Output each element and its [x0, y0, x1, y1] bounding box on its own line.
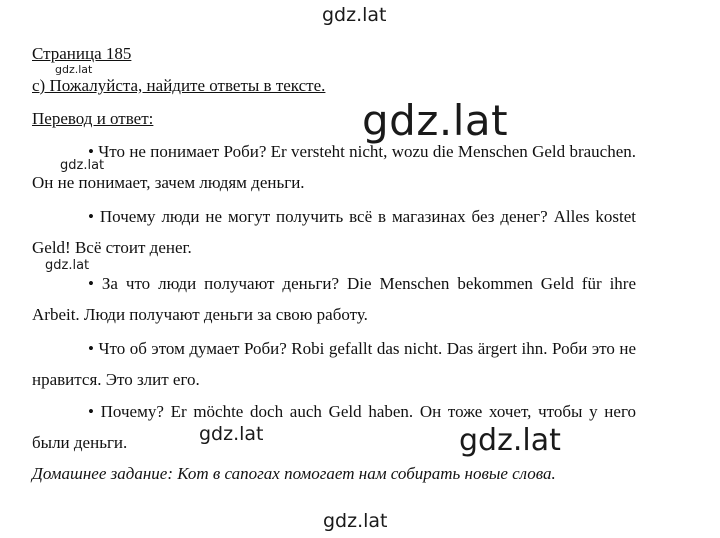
watermark-small-1: gdz.lat — [55, 63, 93, 76]
answer-item-3: • За что люди получают деньги? Die Menschen bekommen Geld für ihre Arbeit. Люди получают деньги за свою работу. — [32, 274, 636, 324]
answer-item-4: • Что об этом думает Роби? Robi gefallt das nicht. Das ärgert ihn. Роби это не нравится. Это злит его. — [32, 339, 636, 389]
watermark-large-1: gdz.lat — [362, 96, 509, 145]
page-label: Страница 185 — [32, 44, 132, 63]
answer-item-2: • Почему люди не могут получить всё в магазинах без денег? Alles kostet Geld! Всё стоит денег. — [32, 207, 636, 257]
answer-item-5: • Почему? Er möchte doch auch Geld haben. Он тоже хочет, чтобы у него были деньги. — [32, 402, 636, 452]
answer-item-1: • Что не понимает Роби? Er versteht nicht, wozu die Menschen Geld brauchen. Он не понимает, зачем людям деньги. — [32, 142, 636, 192]
translation-header: Перевод и ответ: — [32, 109, 154, 128]
homework-note: Домашнее задание: Кот в сапогах помогает нам собирать новые слова. — [32, 464, 556, 483]
watermark-small-3: gdz.lat — [45, 258, 90, 273]
watermark-bottom: gdz.lat — [323, 510, 388, 532]
watermark-top: gdz.lat — [322, 4, 387, 26]
watermark-small-2: gdz.lat — [60, 158, 105, 173]
watermark-large-2: gdz.lat — [459, 423, 565, 458]
task-heading: с) Пожалуйста, найдите ответы в тексте. — [32, 76, 326, 95]
watermark-mid: gdz.lat — [199, 423, 264, 445]
